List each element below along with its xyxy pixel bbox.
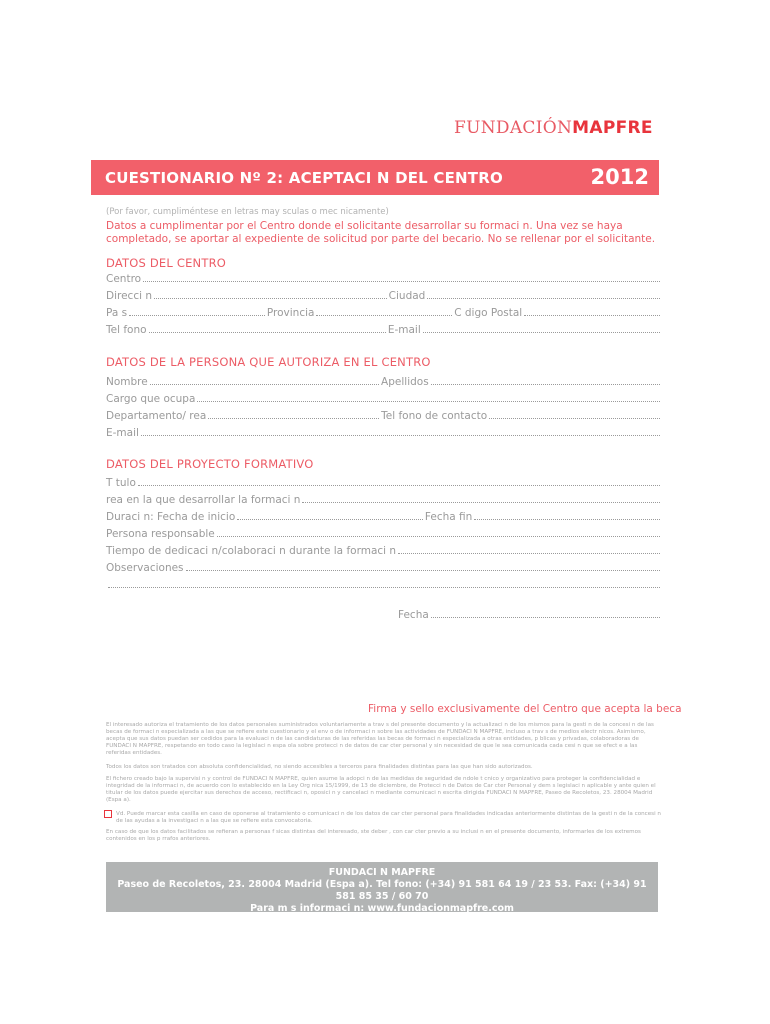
field-row — [106, 545, 662, 557]
title-banner — [91, 160, 659, 195]
field-row — [106, 528, 662, 540]
field-line[interactable] — [423, 324, 660, 333]
field-line[interactable] — [489, 410, 660, 419]
field-label: Duraci n: Fecha de inicio — [106, 511, 236, 523]
field-label: E-mail — [106, 427, 139, 439]
field-row — [106, 511, 662, 523]
field-label: Centro — [106, 273, 142, 285]
field-line[interactable] — [129, 307, 265, 316]
field-row — [106, 307, 662, 319]
field-line[interactable] — [197, 393, 660, 402]
field-label: Cargo que ocupa — [106, 393, 196, 405]
field-label: Tel fono de contacto — [381, 410, 488, 422]
field-label: Ciudad — [388, 290, 426, 302]
fundacion-mapfre-logo — [454, 118, 653, 138]
field-line[interactable] — [427, 290, 660, 299]
field-line[interactable] — [524, 307, 660, 316]
field-label: Fecha fin — [424, 511, 473, 523]
footer-contact — [106, 862, 658, 912]
field-label: C digo Postal — [454, 307, 523, 319]
field-label: T tulo — [106, 477, 136, 489]
section-title-persona: DATOS DE LA PERSONA QUE AUTORIZA EN EL CENTRO — [106, 355, 431, 369]
intro-text: Datos a cumplimentar por el Centro donde el solicitante desarrollar su formaci n. Una vez se haya completado, se aportar al expediente de solicitud por parte del becario. No se rellenar por el solicitante. — [106, 220, 656, 245]
legal-paragraph-4: Vd. Puede marcar esta casilla en caso de oponerse al tratamiento o comunicaci n de los datos de car cter personal para finalidades indicadas anteriormente distintas de la gesti n de la concesi n de las ayudas a la investigaci n a las que se refiere esta convocatoria. — [116, 811, 661, 824]
field-line[interactable] — [217, 528, 660, 537]
opt-out-checkbox[interactable] — [104, 810, 112, 818]
field-row — [106, 324, 662, 336]
field-line[interactable] — [138, 477, 660, 486]
field-row — [106, 290, 662, 302]
field-label: Nombre — [106, 376, 148, 388]
field-label: Departamento/ rea — [106, 410, 207, 422]
field-line[interactable] — [186, 562, 660, 571]
field-row — [106, 562, 662, 574]
field-line[interactable] — [474, 511, 660, 520]
section-title-centro: DATOS DEL CENTRO — [106, 256, 227, 270]
logo-part2: MAPFRE — [572, 118, 653, 138]
date-label: Fecha — [398, 609, 429, 621]
logo-part1: FUNDACIÓN — [454, 118, 573, 138]
field-row — [106, 410, 662, 422]
form-title: CUESTIONARIO Nº 2: ACEPTACI N DEL CENTRO — [105, 169, 503, 187]
field-line[interactable] — [431, 376, 660, 385]
field-label: Persona responsable — [106, 528, 215, 540]
footer-org: FUNDACI N MAPFRE — [328, 867, 436, 878]
field-line[interactable] — [143, 273, 660, 282]
field-row — [106, 494, 662, 506]
field-line[interactable] — [316, 307, 452, 316]
field-label: rea en la que desarrollar la formaci n — [106, 494, 301, 506]
field-line[interactable] — [208, 410, 379, 419]
form-year: 2012 — [590, 165, 649, 189]
field-line[interactable] — [141, 427, 660, 436]
field-row — [106, 427, 662, 439]
footer-website: Para m s informaci n: www.fundacionmapfre.com — [250, 903, 514, 914]
legal-paragraph-1: El interesado autoriza el tratamiento de los datos personales suministrados voluntariamente a trav s del presente documento y la actualizaci n de los mismos para la gesti n de la concesi n de las becas de formaci n especializada a las que se refiere este cuestionario y el env o de informaci n sobre las actividades de FUNDACI N MAPFRE, incluso a trav s de medios electr nicos. Asimismo, acepta que sus datos puedan ser cedidos para la evaluaci n de las candidaturas de las referidas las becas de formaci n especializada a otras entidades, p blicas y privadas, colaboradoras de FUNDACI N MAPFRE, respetando en todo caso la legislaci n espa ola sobre protecci n de datos de car cter personal y sin necesidad de que le sea comunicada cada cesi n que se efect e a las referidas entidades. — [106, 722, 654, 756]
field-label: Pa s — [106, 307, 128, 319]
field-line[interactable] — [302, 494, 660, 503]
field-label: Observaciones — [106, 562, 184, 574]
section-title-proyecto: DATOS DEL PROYECTO FORMATIVO — [106, 457, 314, 471]
signature-label: Firma y sello exclusivamente del Centro que acepta la beca — [368, 703, 682, 715]
field-label: E-mail — [387, 324, 421, 336]
legal-paragraph-3: El fichero creado bajo la supervisi n y control de FUNDACI N MAPFRE, quien asume la adopci n de las medidas de seguridad de ndole t cnico y organizativo para proteger la confidencialidad e integridad de la informaci n, de acuerdo con lo establecido en la Ley Org nica 15/1999, de 13 de diciembre, de Protecci n de Datos de Car cter Personal y dem s legislaci n aplicable y ante quien el titular de los datos puede ejercitar sus derechos de acceso, rectificaci n, oposici n y cancelaci n mediante comunicaci n escrita dirigida FUNDACI N MAPFRE, Paseo de Recoletos, 23. 28004 Madrid (Espa a). — [106, 776, 656, 803]
field-line[interactable] — [154, 290, 387, 299]
field-line[interactable] — [149, 324, 386, 333]
footer-address: Paseo de Recoletos, 23. 28004 Madrid (Espa a). Tel fono: (+34) 91 581 64 19 / 23 53. Fax: (+34) 91 581 85 35 / 60 70 — [117, 879, 647, 902]
date-row — [398, 609, 662, 621]
field-label: Provincia — [266, 307, 315, 319]
field-label: Tel fono — [106, 324, 147, 336]
field-label: Direcci n — [106, 290, 153, 302]
field-label: Apellidos — [381, 376, 429, 388]
fill-instructions: (Por favor, cumpliméntese en letras may sculas o mec nicamente) — [106, 207, 389, 217]
legal-paragraph-2: Todos los datos son tratados con absoluta confidencialidad, no siendo accesibles a terceros para finalidades distintas para las que han sido autorizados. — [106, 764, 533, 770]
field-label: Tiempo de dedicaci n/colaboraci n durante la formaci n — [106, 545, 397, 557]
field-line[interactable] — [108, 579, 660, 588]
field-line[interactable] — [150, 376, 379, 385]
legal-paragraph-5: En caso de que los datos facilitados se refieran a personas f sicas distintas del interesado, ste deber , con car cter previo a su inclusi n en el presente documento, informarles de los extremos contenidos en los p rrafos anteriores. — [106, 829, 641, 842]
field-row — [106, 376, 662, 388]
field-row — [106, 477, 662, 489]
field-line[interactable] — [237, 511, 423, 520]
field-row — [106, 393, 662, 405]
field-line[interactable] — [398, 545, 660, 554]
field-row — [106, 579, 662, 588]
field-row — [106, 273, 662, 285]
date-line[interactable] — [431, 609, 660, 618]
